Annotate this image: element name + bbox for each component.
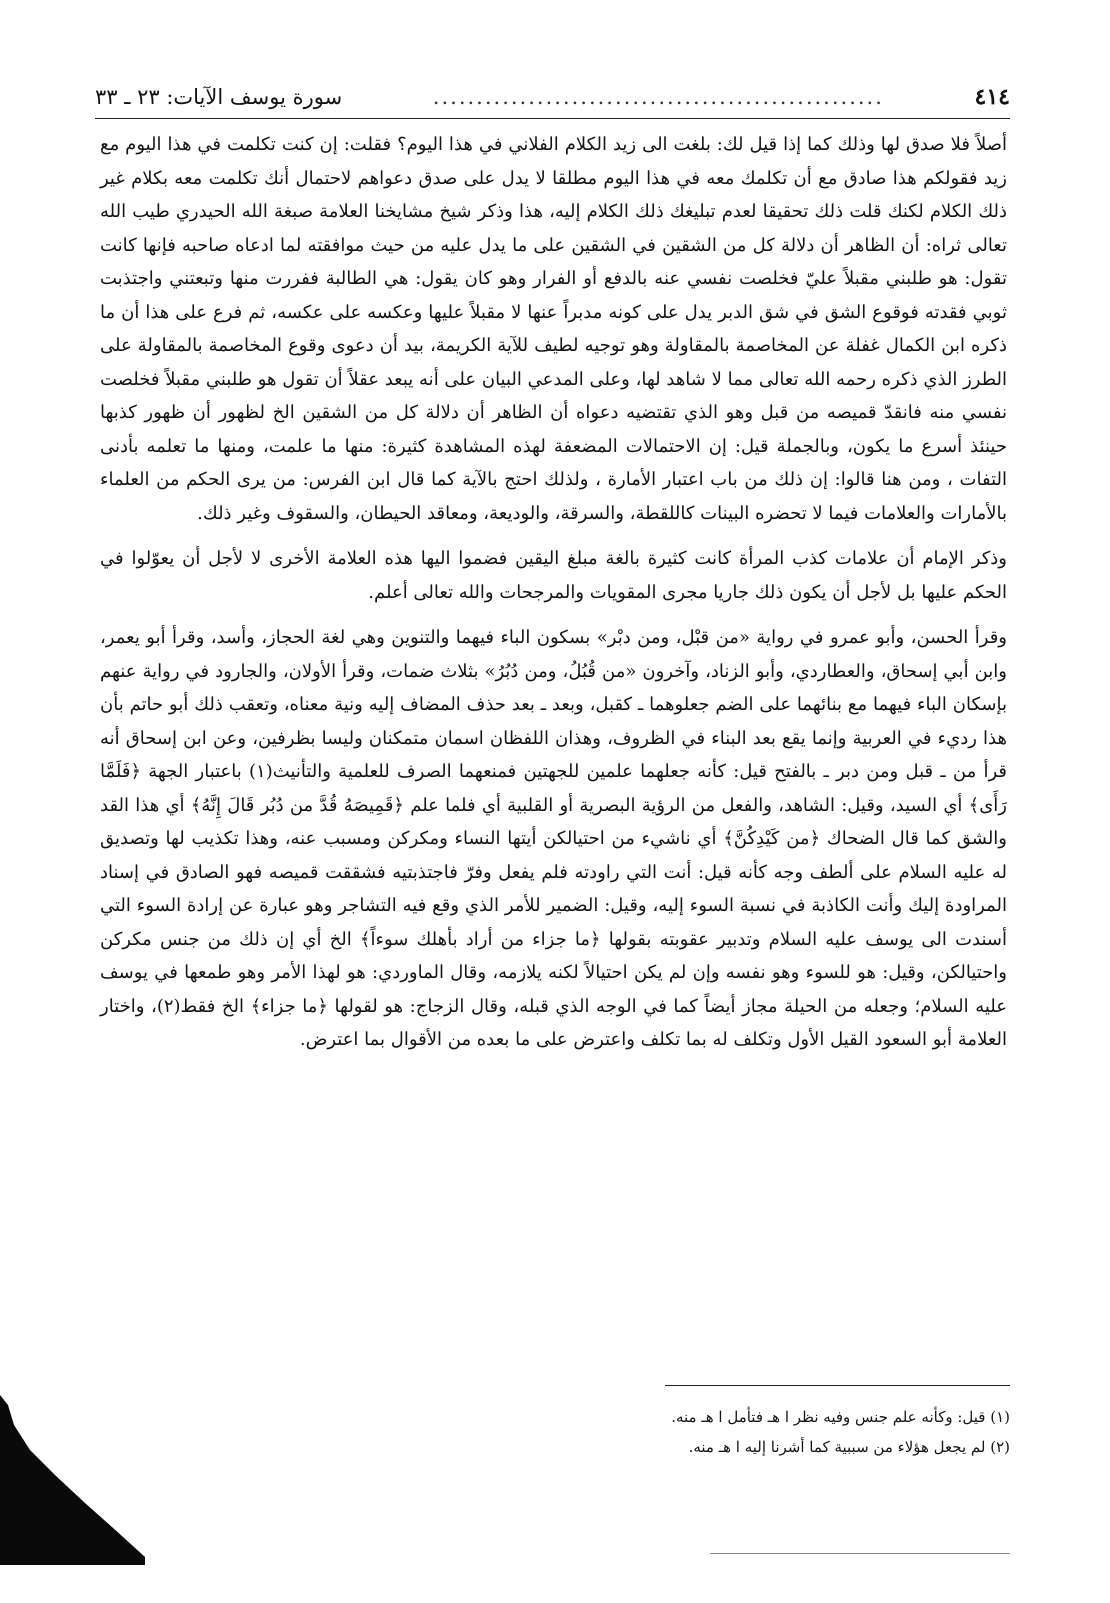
footnote-rule <box>665 1385 1010 1386</box>
paragraph-3: وقرأ الحسن، وأبو عمرو في رواية «من قبْل، ومن دبْر» بسكون الباء فيهما والتنوين وهي لغة الحجاز، وأسد، وقرأ أبو يعمر، وابن أبي إسحاق، والعطاردي، وأبو الزناد، وآخرون «من قُبُلُ، ومن دُبُرُ» بثلاث ضمات، وقرأ الأولان، والجارود في رواية عنهم بإسكان الباء فيهما مع بنائهما على الضم جعلوهما ـ كقبل، وبعد ـ بعد حذف المضاف إليه ونية معناه، وتعقب ذلك أبو حاتم بأن هذا رديء في العربية وإنما يقع بعد البناء في الظروف، وهذان اللفظان اسمان متمكنان وليسا بظرفين، وعن ابن إسحاق أنه قرأ من ـ قبل ومن دبر ـ بالفتح قيل: كأنه جعلهما علمين للجهتين فمنعهما الصرف للعلمية والتأنيث(١) باعتبار الجهة ﴿فَلَمَّا رَأَى﴾ أي السيد، وقيل: الشاهد، والفعل من الرؤية البصرية أو القلبية أي فلما علم ﴿قَمِيصَهُ قُدَّ من دُبُر قَالَ إِنَّهُ﴾ أي هذا القد والشق كما قال الضحاك ﴿من كَيْدِكُنَّ﴾ أي ناشيء من احتيالكن أيتها النساء ومكركن ومسبب عنه، وهذا تكذيب لها وتصديق له عليه السلام على ألطف وجه كأنه قيل: أنت التي راودته فلم يفعل وفرّ فاجتذبتيه فشققت قميصه فهو الصادق في إسناد المراودة إليك وأنت الكاذبة في نسبة السوء إليه، وقيل: الضمير للأمر الذي وقع فيه التشاجر وهو عبارة عن إرادة السوء التي أسندت الى يوسف عليه السلام وتدبير عقوبته بقولها ﴿ما جزاء من أراد بأهلك سوءاً﴾ الخ أي إن ذلك من جنس مكركن واحتيالكن، وقيل: هو للسوء وهو نفسه وإن لم يكن احتيالاً لكنه يلازمه، وقال الماوردي: هو لهذا الأمر وهو طمعها في يوسف عليه السلام؛ وجعله من الحيلة مجاز أيضاً كما في الوجه الذي قبله، وقال الزجاج: هو لقولها ﴿ما جزاء﴾ الخ فقط(٢)، واختار العلامة أبو السعود القيل الأول وتكلف له بما تكلف واعترض على ما بعده من الأقوال بما اعترض. <box>100 627 1008 1050</box>
page-number: ٤١٤ <box>974 84 1010 110</box>
scan-shadow-corner <box>0 1395 145 1565</box>
paragraph-1: أصلاً فلا صدق لها وذلك كما إذا قيل لك: بلغت الى زيد الكلام الفلاني في هذا اليوم؟ فقلت: إن كنت تكلمت في هذا اليوم مع زيد فقولكم هذا صادق مع أن تكلمك معه في هذا اليوم مطلقا لا يدل على صدق دعواهم لاحتمال أنك تكلمت معه بكلام غير ذلك الكلام لكنك قلت ذلك تحقيقا لعدم تبليغك ذلك الكلام إليه، هذا وذكر شيخ مشايخنا العلامة صبغة الله الحيدري طيب الله تعالى ثراه: أن الظاهر أن دلالة كل من الشقين في الشقين على ما يدل عليه من حيث موافقته لما ادعاه صاحبه فإنها كانت تقول: هو طلبني مقبلاً عليّ فخلصت نفسي عنه بالدفع أو الفرار وهو كان يقول: هي الطالبة ففررت منها وتبعتني واجتذبت ثوبي فقدته فوقوع الشق في شق الدبر يدل على كونه مدبراً عنها لا مقبلاً عليها وعكسه على عكسه، ثم فرع على هذا أن ما ذكره ابن الكمال غفلة عن المخاصمة بالمقاولة وهو توجيه لطيف للآية الكريمة، بيد أن دعوى وقوع المخاصمة بالمقاولة على الطرز الذي ذكره رحمه الله تعالى مما لا شاهد لها، وعلى المدعي البيان على أنه يبعد عقلاً أن تقول هو طلبني مقبلاً فخلصت نفسي منه فانقدّ قميصه من قبل وهو الذي تقتضيه دعواه أن الظاهر أن دلالة كل من الشقين الخ لظهور أن ظهور كذبها حينئذ أسرع ما يكون، وبالجملة قيل: إن الاحتمالات المضعفة لهذه المشاهدة كثيرة: منها ما علمت، ومنها ما تعلمه بأدنى التفات ، ومن هنا قالوا: إن ذلك من باب اعتبار الأمارة ، ولذلك احتج بالآية كما قال ابن الفرس: من يرى الحكم من العلماء بالأمارات والعلامات فيما لا تحضره البينات كاللقطة، والسرقة، والوديعة، ومعاقد الحيطان، والسقوف وغير ذلك. <box>100 134 1007 524</box>
header-title: سورة يوسف الآيات: ٢٣ ـ ٣٣ <box>95 85 343 109</box>
footnote-1: (١) قيل: وكأنه علم جنس وفيه نظر ا هـ فتأمل ا هـ منه. <box>671 1408 1010 1426</box>
scan-edge-line <box>710 1553 1010 1554</box>
header-rule <box>95 118 1010 119</box>
footnotes <box>100 1402 1010 1462</box>
footnote-2: (٢) لم يجعل هؤلاء من سببية كما أشرنا إليه ا هـ منه. <box>688 1438 1010 1456</box>
main-text <box>100 128 1007 1057</box>
header-leader-dots: .................................................... <box>432 85 884 109</box>
paragraph-2: وذكر الإمام أن علامات كذب المرأة كانت كثيرة بالغة مبلغ اليقين فضموا اليها هذه العلامة الأخرى لا لأجل أن يعوّلوا في الحكم عليها بل لأجل أن يكون ذلك جاريا مجرى المقويات والمرجحات والله تعالى أعلم. <box>100 548 1007 603</box>
running-header <box>95 82 1010 112</box>
